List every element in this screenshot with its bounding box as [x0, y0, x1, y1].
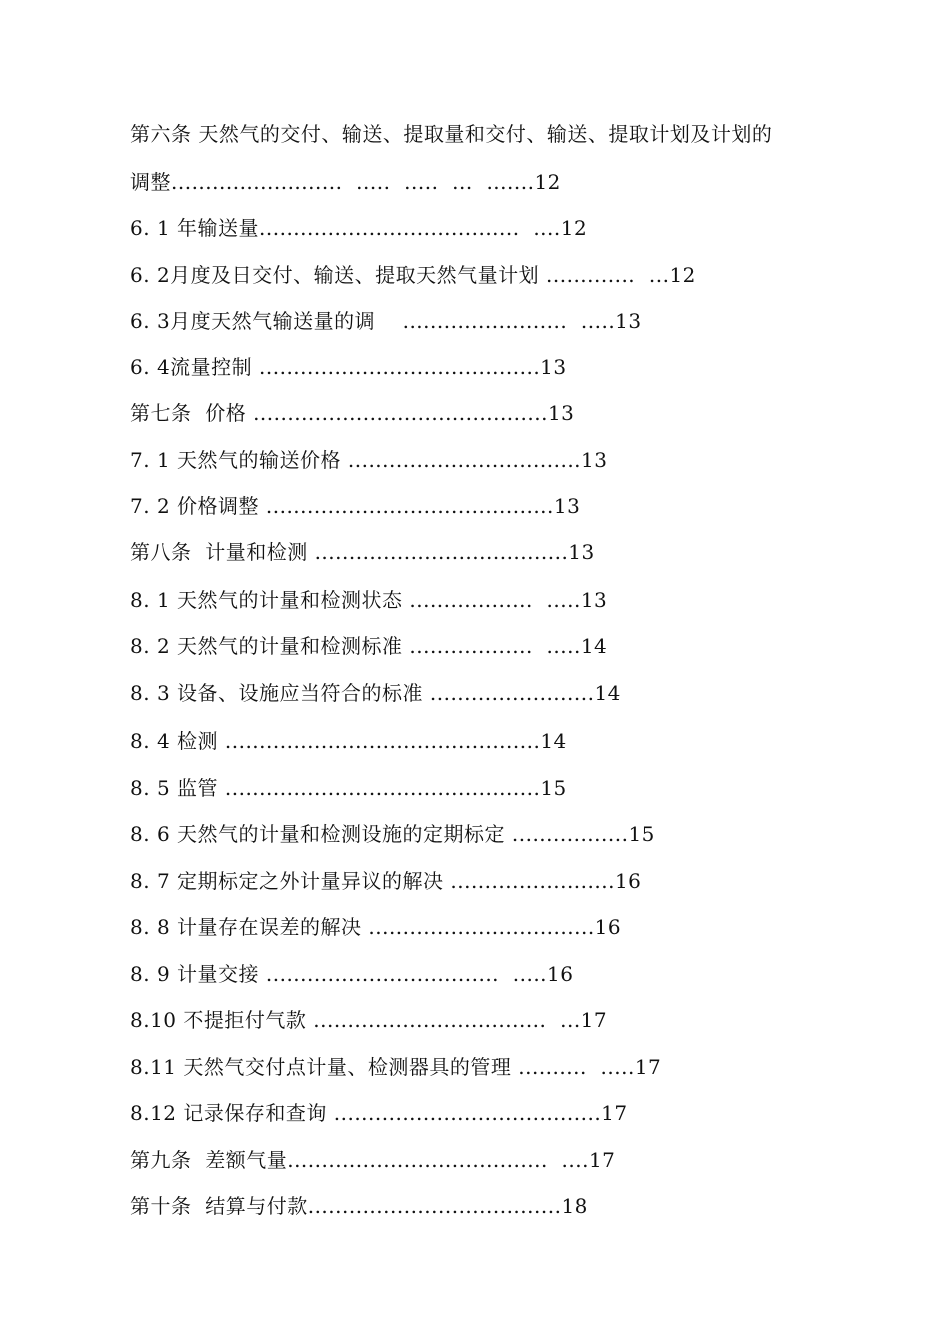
toc-entry: 第六条 天然气的交付、输送、提取量和交付、输送、提取计划及计划的 — [130, 122, 773, 146]
toc-entry: 8. 5 监管 ..............................................15 — [130, 776, 567, 800]
toc-entry: 8.12 记录保存和查询 .......................................17 — [130, 1101, 628, 1125]
toc-entry: 第八条 计量和检测 .....................................13 — [130, 540, 595, 564]
toc-entry: 调整......................... ..... ..... ... .......12 — [130, 170, 561, 194]
toc-entry: 8. 7 定期标定之外计量异议的解决 ........................16 — [130, 869, 642, 893]
toc-entry: 第七条 价格 ...........................................13 — [130, 401, 575, 425]
toc-entry: 8. 3 设备、设施应当符合的标准 ........................14 — [130, 681, 621, 705]
toc-entry: 6. 3月度天然气输送量的调 ........................ .....13 — [130, 309, 642, 333]
toc-entry: 8. 4 检测 ..............................................14 — [130, 729, 567, 753]
toc-entry: 6. 2月度及日交付、输送、提取天然气量计划 ............. ...12 — [130, 263, 696, 287]
toc-entry: 第九条 差额气量...................................... ....17 — [130, 1148, 616, 1172]
toc-entry: 6. 4流量控制 .........................................13 — [130, 355, 567, 379]
toc-entry: 8. 9 计量交接 .................................. .....16 — [130, 962, 574, 986]
toc-entry: 6. 1 年输送量...................................... ....12 — [130, 216, 588, 240]
toc-entry: 7. 2 价格调整 ..........................................13 — [130, 494, 581, 518]
toc-entry: 8.11 天然气交付点计量、检测器具的管理 .......... .....17 — [130, 1055, 662, 1079]
toc-entry: 8. 8 计量存在误差的解决 .................................16 — [130, 915, 622, 939]
toc-entry: 第十条 结算与付款.....................................18 — [130, 1194, 588, 1218]
toc-entry: 8. 1 天然气的计量和检测状态 .................. .....13 — [130, 588, 608, 612]
toc-entry: 8. 6 天然气的计量和检测设施的定期标定 .................15 — [130, 822, 655, 846]
toc-entry: 8.10 不提拒付气款 .................................. ...17 — [130, 1008, 608, 1032]
toc-entry: 8. 2 天然气的计量和检测标准 .................. .....14 — [130, 634, 608, 658]
toc-entry: 7. 1 天然气的输送价格 ..................................13 — [130, 448, 608, 472]
